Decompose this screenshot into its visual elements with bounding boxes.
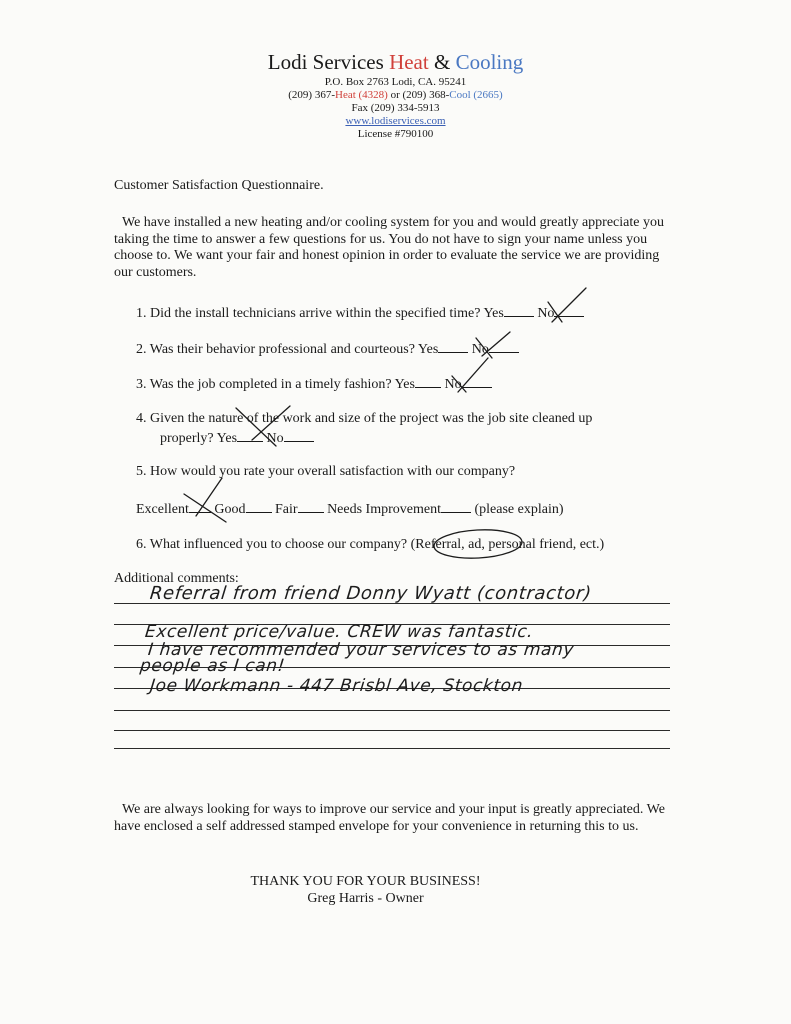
- question-3-text: 3. Was the job completed in a timely fashion?: [136, 377, 392, 392]
- handwritten-comment-4: people as I can!: [138, 656, 287, 676]
- q4-yes-blank[interactable]: [237, 428, 263, 442]
- question-4-text: properly?: [160, 431, 214, 446]
- question-1: [136, 303, 584, 322]
- owner-signature: Greg Harris - Owner: [307, 891, 424, 906]
- thank-you-line: THANK YOU FOR YOUR BUSINESS!: [250, 874, 481, 889]
- question-2: [136, 339, 519, 358]
- phone-prefix: (209) 367-: [288, 89, 335, 101]
- q3-no-option[interactable]: No: [444, 377, 462, 392]
- rating-good[interactable]: Good: [214, 502, 246, 517]
- company-name-ampersand: &: [428, 50, 456, 74]
- q4-no-option[interactable]: No: [266, 431, 284, 446]
- phone-cool: Cool (2665): [449, 89, 503, 101]
- q2-yes-option[interactable]: Yes: [417, 342, 439, 357]
- comment-line[interactable]: [114, 710, 670, 711]
- q1-no-blank[interactable]: [554, 303, 584, 317]
- rating-options: [136, 499, 564, 518]
- comment-line[interactable]: [114, 748, 670, 749]
- rating-needs-improvement[interactable]: Needs Improvement: [327, 502, 441, 517]
- q4-no-blank[interactable]: [284, 428, 314, 442]
- rating-fair-blank[interactable]: [298, 499, 324, 513]
- comment-line[interactable]: [114, 730, 670, 731]
- handwritten-comment-3: I have recommended your services to as many: [146, 640, 576, 660]
- q2-no-blank[interactable]: [489, 339, 519, 353]
- questionnaire-title: Customer Satisfaction Questionnaire.: [114, 178, 324, 193]
- question-6: 6. What influenced you to choose our company? (Referral, ad, personal friend, ect.): [136, 537, 605, 552]
- phone-mid: or (209) 368-: [387, 89, 450, 101]
- q3-yes-blank[interactable]: [415, 374, 441, 388]
- q2-no-option[interactable]: No: [471, 342, 489, 357]
- license-number: License #790100: [357, 128, 434, 140]
- phone-heat: Heat (4328): [335, 89, 388, 101]
- question-4-line-1: 4. Given the nature of the work and size of the project was the job site cleaned up: [136, 411, 593, 426]
- handwritten-comment-1: Referral from friend Donny Wyatt (contractor): [148, 583, 593, 604]
- additional-comments-label: Additional comments:: [114, 571, 239, 586]
- question-3: [136, 374, 492, 393]
- handwritten-comment-2: Excellent price/value. CREW was fantastic.: [143, 622, 535, 642]
- handwritten-comment-5: Joe Workmann - 447 Brisbl Ave, Stockton: [148, 676, 525, 696]
- company-name-heat: Heat: [389, 50, 429, 74]
- rating-excellent[interactable]: Excellent: [136, 502, 189, 517]
- rating-excellent-blank[interactable]: [189, 499, 211, 513]
- closing-paragraph: We are always looking for ways to improve our service and your input is greatly appreciated. We have enclosed a self addressed stamped envelope for your convenience in returning this to us.: [114, 802, 665, 834]
- company-address: P.O. Box 2763 Lodi, CA. 95241: [324, 76, 467, 88]
- q3-yes-option[interactable]: Yes: [394, 377, 415, 392]
- rating-needs-improvement-blank[interactable]: [441, 499, 471, 513]
- company-fax: Fax (209) 334-5913: [351, 102, 440, 114]
- q1-yes-blank[interactable]: [504, 303, 534, 317]
- q1-yes-option[interactable]: Yes: [483, 306, 504, 321]
- company-name: [0, 50, 791, 75]
- intro-paragraph: We have installed a new heating and/or cooling system for you and would greatly appreciate you taking the time to answer a few questions for us. You do not have to sign your name unless you choose to. We want your fair and honest opinion in order to evaluate the service we are providing our customers.: [114, 215, 664, 280]
- question-4-line-2: [160, 428, 314, 447]
- website-link[interactable]: www.lodiservices.com: [345, 115, 446, 127]
- company-name-cooling: Cooling: [455, 50, 524, 74]
- website-row: [0, 115, 791, 128]
- rating-good-blank[interactable]: [246, 499, 272, 513]
- company-name-prefix: Lodi Services: [267, 50, 390, 74]
- rating-fair[interactable]: Fair: [275, 502, 298, 517]
- company-phone: [0, 89, 791, 102]
- question-1-text: 1. Did the install technicians arrive within the specified time?: [136, 306, 481, 321]
- question-5: 5. How would you rate your overall satisfaction with our company?: [136, 464, 516, 479]
- q4-yes-option[interactable]: Yes: [216, 431, 238, 446]
- rating-explain-note: (please explain): [474, 502, 564, 517]
- q1-no-option[interactable]: No: [537, 306, 555, 321]
- question-2-text: 2. Was their behavior professional and courteous?: [136, 342, 415, 357]
- q2-yes-blank[interactable]: [438, 339, 468, 353]
- q3-no-blank[interactable]: [462, 374, 492, 388]
